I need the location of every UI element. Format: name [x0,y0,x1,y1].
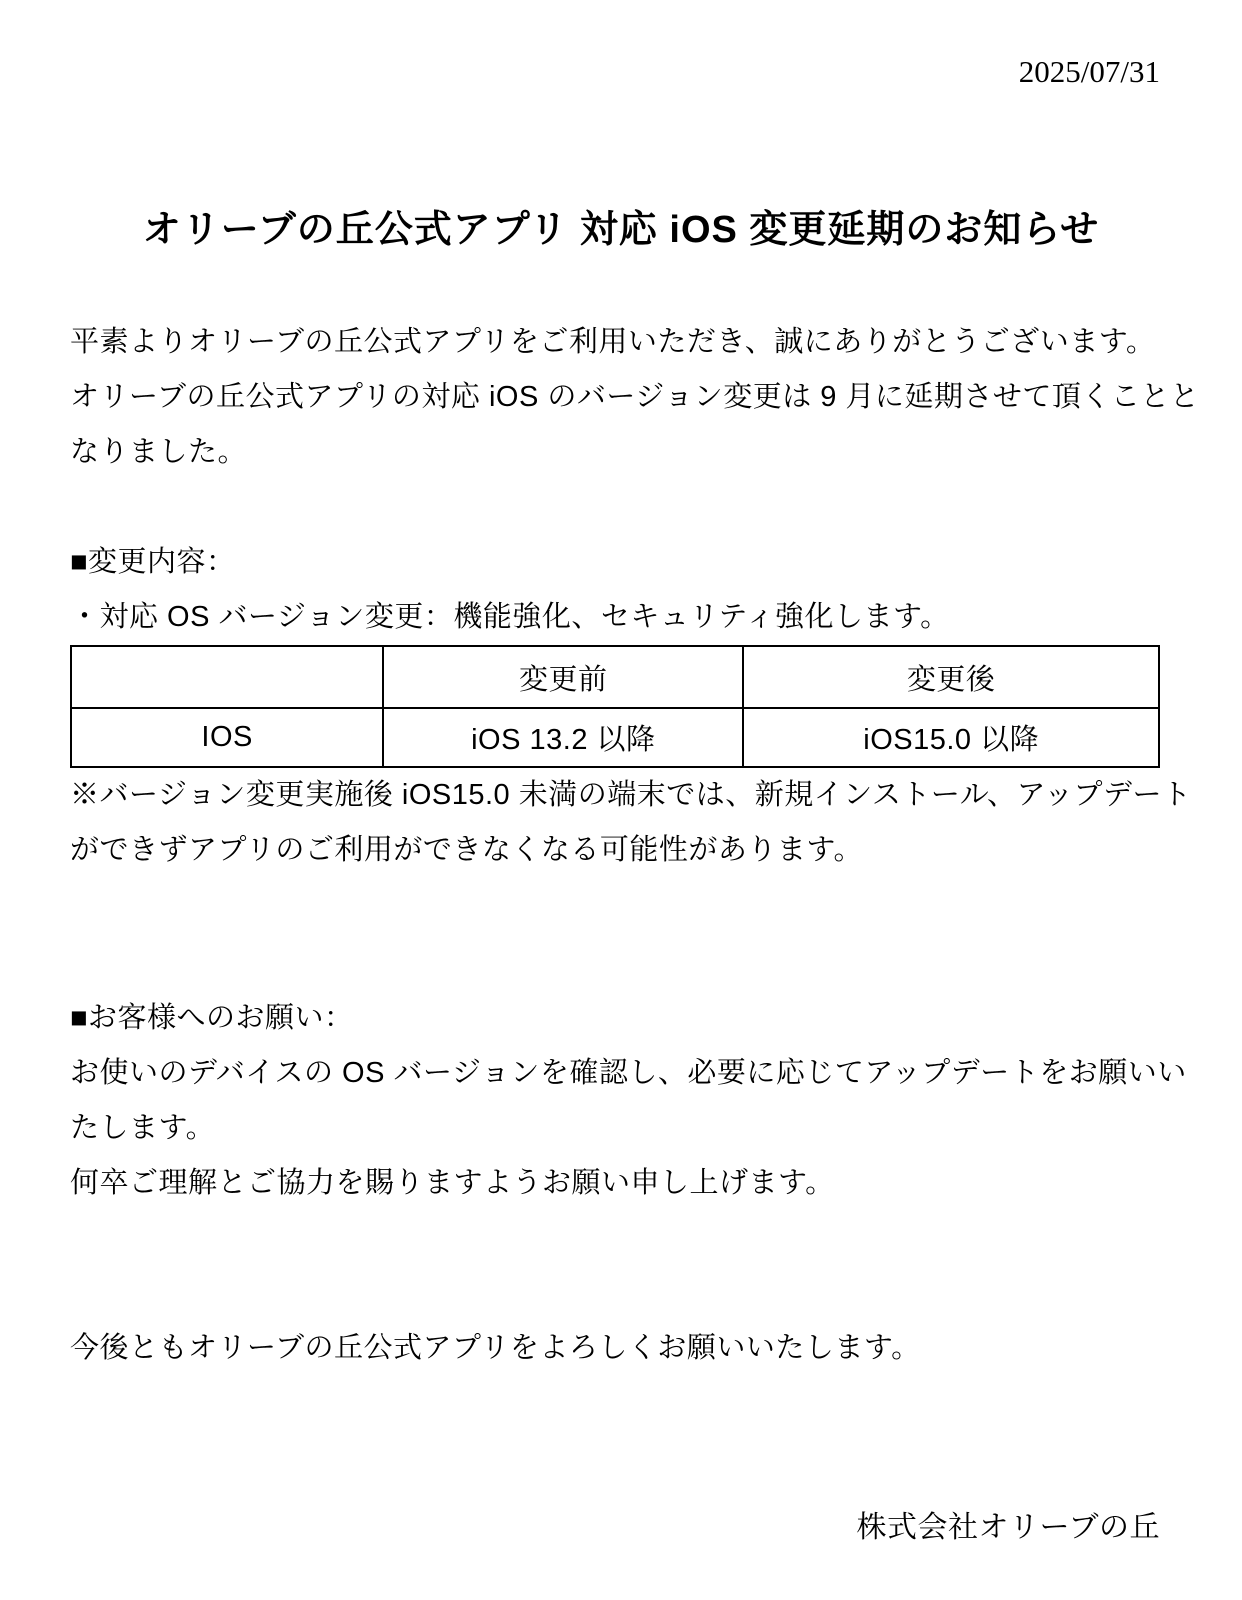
note-line-2: ができずアプリのご利用ができなくなる可能性があります。 [70,834,864,866]
table-cell-ios-after: iOS15.0 以降 [743,708,1159,767]
note-line-1: ※バージョン変更実施後 iOS15.0 未満の端末では、新規インストール、アップデート [70,779,1192,811]
changes-section-heading: ■変更内容： [70,546,236,578]
document-body [70,315,1200,1376]
greeting-line-3: なりました。 [70,436,248,468]
table-cell-ios-before: iOS 13.2 以降 [383,708,743,767]
greeting-line-2: オリーブの丘公式アプリの対応 iOS のバージョン変更は 9 月に延期させて頂くことと [70,381,1200,413]
request-line-1: お使いのデバイスの OS バージョンを確認し、必要に応じてアップデートをお願いい [70,1057,1187,1089]
blank-line [70,480,1160,535]
company-signature: 株式会社オリーブの丘 [856,1511,1160,1544]
request-line-2: たします。 [70,1112,216,1144]
os-version-table [70,645,1160,768]
greeting-line-1: 平素よりオリーブの丘公式アプリをご利用いただき、誠にありがとうございます。 [70,326,1156,358]
request-section-heading: ■お客様へのお願い： [70,1002,354,1034]
document-date: 2025/07/31 [1018,54,1160,89]
table-header-before-cell: 変更前 [383,646,743,708]
request-line-3: 何卒ご理解とご協力を賜りますようお願い申し上げます。 [70,1167,835,1199]
table-row-ios [71,708,1159,767]
document-title: オリーブの丘公式アプリ 対応 iOS 変更延期のお知らせ [142,209,1100,251]
changes-bullet-item: ・対応 OS バージョン変更：機能強化、セキュリティ強化します。 [70,601,950,633]
table-header-row [71,646,1159,708]
blank-lines [70,878,1160,991]
closing-line: 今後ともオリーブの丘公式アプリをよろしくお願いいたします。 [70,1332,921,1364]
table-header-empty-cell [71,646,383,708]
table-header-after-cell: 変更後 [743,646,1159,708]
table-cell-ios-label: IOS [71,708,383,767]
blank-lines [70,1211,1160,1321]
